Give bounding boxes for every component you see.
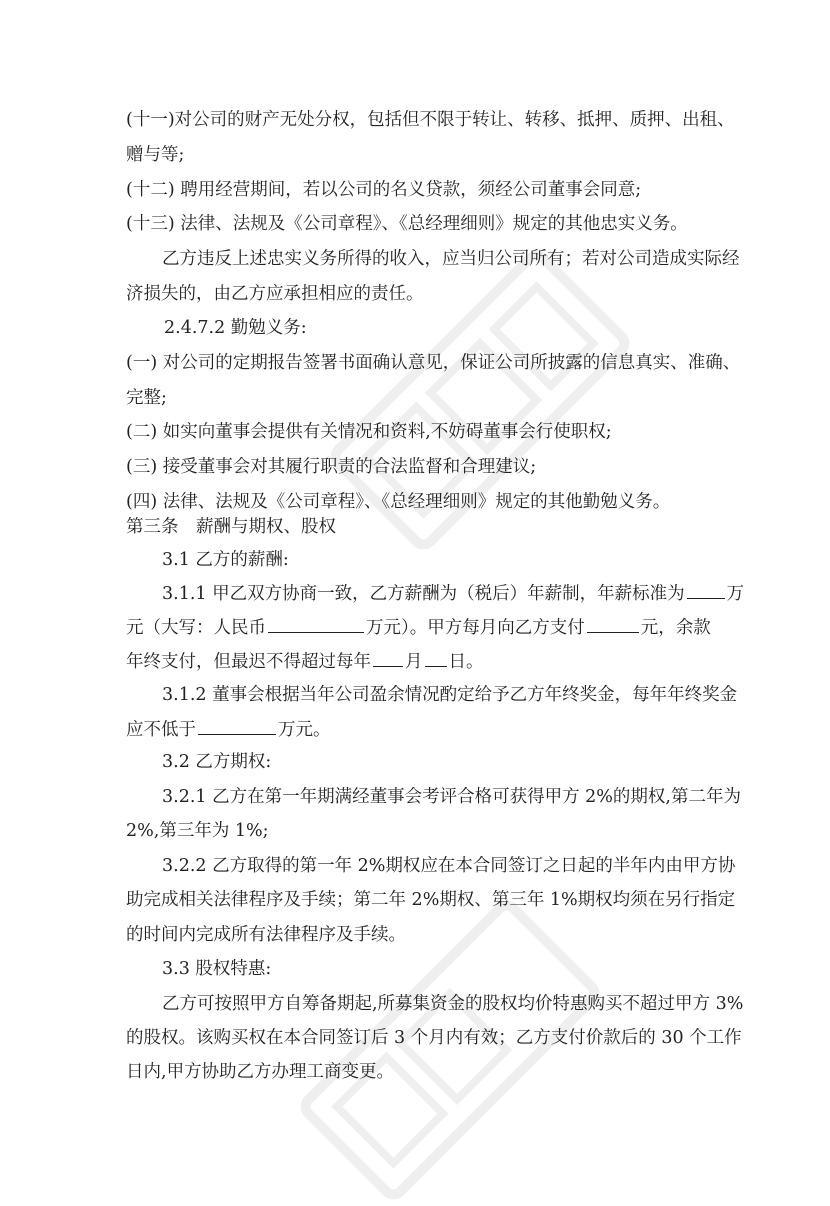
option-3-2-1-line1: 3.2.1 乙方在第一年期满经董事会考评合格可获得甲方 2%的期权,第二年为 bbox=[162, 787, 741, 807]
diligence-item-3: (三) 接受董事会对其履行职责的合法监督和合理建议; bbox=[126, 457, 537, 477]
salary-capital-blank bbox=[268, 613, 364, 633]
option-3-2-2-line1: 3.2.2 乙方取得的第一年 2%期权应在本合同签订之日起的半年内由甲方协 bbox=[162, 856, 736, 876]
diligence-item-1-line1: (一) 对公司的定期报告签署书面确认意见，保证公司所披露的信息真实、准确、 bbox=[126, 353, 741, 373]
salary-line3: 年终支付，但最迟不得超过每年 月 日。 bbox=[126, 647, 484, 673]
day-blank bbox=[425, 647, 447, 667]
diligence-item-4: (四) 法律、法规及《公司章程》、《总经理细则》规定的其他勤勉义务。 bbox=[126, 492, 671, 512]
clause-12: (十二) 聘用经营期间，若以公司的名义贷款，须经公司董事会同意; bbox=[126, 180, 642, 200]
equity-line1: 乙方可按照甲方自筹备期起,所募集资金的股权均价特惠购买不超过甲方 3% bbox=[162, 994, 744, 1014]
section-3-2-heading: 3.2 乙方期权: bbox=[162, 752, 272, 772]
loyalty-para-line2: 济损失的，由乙方应承担相应的责任。 bbox=[126, 284, 424, 304]
diligence-item-2: (二) 如实向董事会提供有关情况和资料,不妨碍董事会行使职权; bbox=[126, 422, 612, 442]
bonus-line1: 3.1.2 董事会根据当年公司盈余情况酌定给予乙方年终奖金，每年年终奖金 bbox=[162, 685, 738, 705]
option-3-2-1-line2: 2%,第三年为 1%; bbox=[126, 821, 269, 841]
clause-11-line1: (十一)对公司的财产无处分权，包括但不限于转让、转移、抵押、质押、出租、 bbox=[126, 110, 735, 130]
month-blank bbox=[373, 647, 403, 667]
salary-line1: 3.1.1 甲乙双方协商一致，乙方薪酬为（税后）年薪制，年薪标准为 万 bbox=[162, 579, 744, 605]
bonus-line2: 应不低于 万元。 bbox=[126, 715, 331, 741]
option-3-2-2-line2: 助完成相关法律程序及手续；第二年 2%期权、第三年 1%期权均须在另行指定 bbox=[126, 890, 736, 910]
diligence-item-1-line2: 完整; bbox=[126, 388, 167, 408]
monthly-payment-blank bbox=[587, 613, 639, 633]
diligence-heading: 2.4.7.2 勤勉义务: bbox=[164, 318, 307, 338]
loyalty-para-line1: 乙方违反上述忠实义务所得的收入，应当归公司所有；若对公司造成实际经 bbox=[162, 249, 740, 269]
option-3-2-2-line3: 的时间内完成所有法律程序及手续。 bbox=[126, 925, 406, 945]
annual-salary-blank bbox=[687, 579, 725, 599]
clause-11-line2: 赠与等; bbox=[126, 145, 185, 165]
equity-line2: 的股权。该购买权在本合同签订后 3 个月内有效；乙方支付价款后的 30 个工作 bbox=[126, 1028, 742, 1048]
section-3-3-heading: 3.3 股权特惠: bbox=[162, 959, 272, 979]
salary-line2: 元（大写：人民币 万元）。甲方每月向乙方支付 元，余款 bbox=[126, 613, 711, 639]
clause-13: (十三) 法律、法规及《公司章程》、《总经理细则》规定的其他忠实义务。 bbox=[126, 214, 688, 234]
section-3-1-heading: 3.1 乙方的薪酬: bbox=[162, 550, 289, 570]
bonus-blank bbox=[198, 715, 276, 735]
article-3-heading: 第三条 薪酬与期权、股权 bbox=[126, 517, 336, 537]
equity-line3: 日内,甲方协助乙方办理工商变更。 bbox=[126, 1062, 395, 1082]
